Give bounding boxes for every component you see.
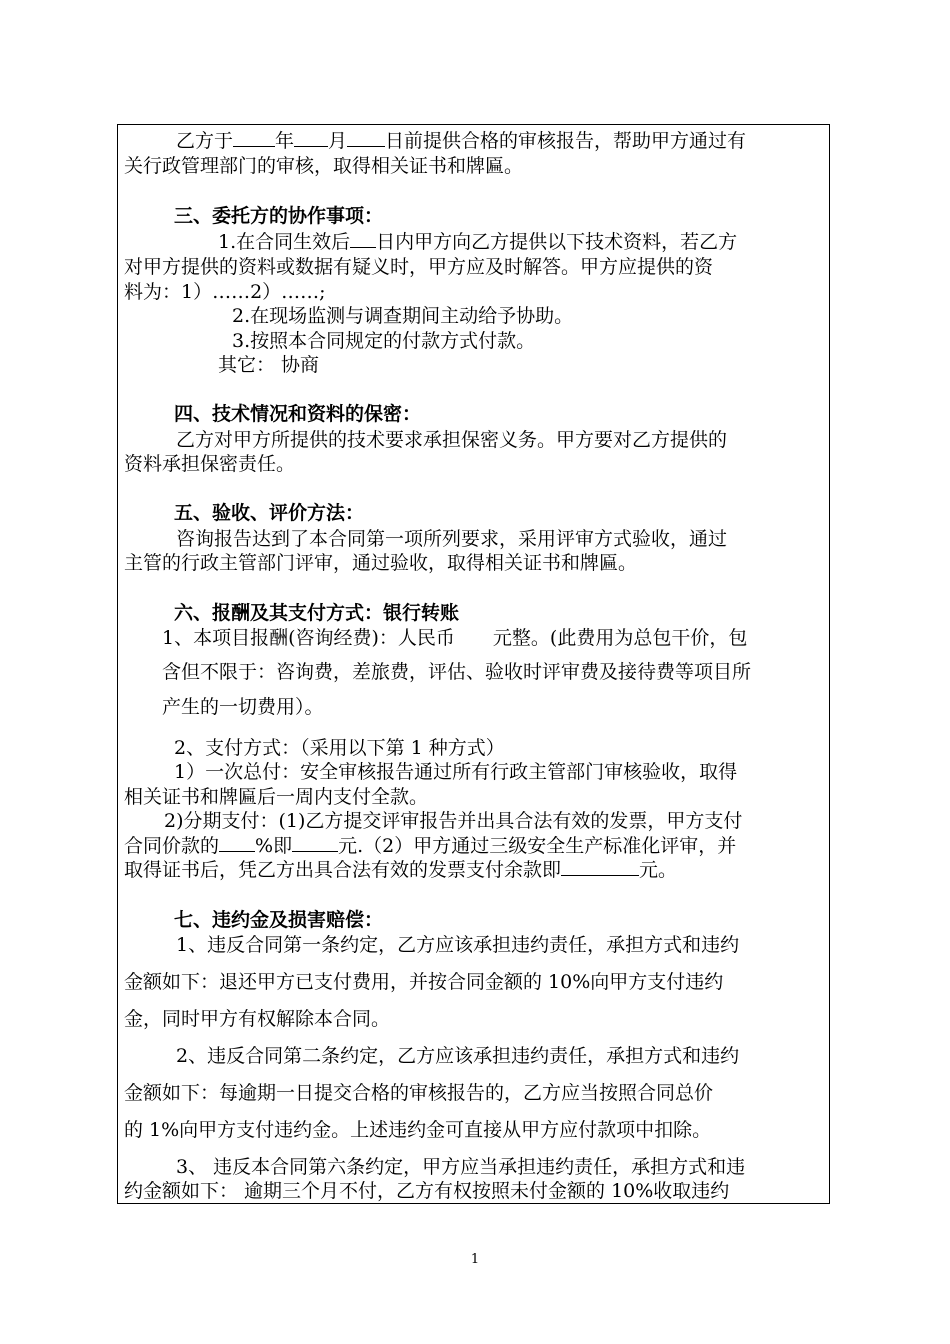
sec3-item1-line1	[218, 230, 737, 254]
sec6-method: 2、支付方式：（采用以下第 1 种方式）	[174, 737, 505, 759]
blank-day	[347, 129, 385, 147]
sec7-c3-line2: 约金额如下： 逾期三个月不付，乙方有权按照未付金额的 10%收取违约	[124, 1180, 730, 1202]
blank-amount-1	[292, 834, 338, 852]
sec6-opt2-line2	[124, 834, 736, 858]
sec7-c1-line3: 金，同时甲方有权解除本合同。	[124, 1008, 391, 1030]
text: 日内甲方向乙方提供以下技术资料，若乙方	[376, 231, 738, 253]
text: 2)分期支付：(1)乙方提交评审报告并出具合法有效的发票，甲方支付	[164, 810, 743, 832]
section-4-heading: 四、技术情况和资料的保密：	[174, 403, 422, 425]
sec6-fee-line3: 产生的一切费用）。	[162, 696, 324, 718]
text: 乙方于	[176, 130, 234, 152]
sec7-c3-line1: 3、 违反本合同第六条约定，甲方应当承担违约责任，承担方式和违	[176, 1156, 746, 1178]
text: 年	[275, 130, 295, 152]
text: 元.（2）甲方通过三级安全生产标准化评审，并	[338, 835, 737, 857]
text: 合同价款的	[124, 835, 220, 857]
sec7-c1-line1: 1、违反合同第一条约定，乙方应该承担违约责任，承担方式和违约	[176, 934, 740, 956]
text: 元整。(此费用为总包干价，包	[492, 627, 748, 649]
sec6-fee-line1	[162, 626, 747, 650]
sec3-item1-line2: 对甲方提供的资料或数据有疑义时，甲方应及时解答。甲方应提供的资	[124, 256, 714, 278]
section-7-heading: 七、违约金及损害赔偿：	[174, 909, 384, 931]
delivery-line-2: 关行政管理部门的审核，取得相关证书和牌匾。	[124, 155, 524, 177]
sec4-line1: 乙方对甲方所提供的技术要求承担保密义务。甲方要对乙方提供的	[176, 429, 728, 451]
page-number: 1	[470, 1252, 480, 1267]
text: 取得证书后，凭乙方出具合法有效的发票支付余款即	[124, 859, 562, 881]
sec6-opt1-line2: 相关证书和牌匾后一周内支付全款。	[124, 786, 429, 808]
blank-amount-2	[561, 858, 639, 876]
sec7-c2-line1: 2、违反合同第二条约定，乙方应该承担违约责任，承担方式和违约	[176, 1045, 740, 1067]
sec3-item3: 3.按照本合同规定的付款方式付款。	[232, 330, 536, 352]
text: 1、本项目报酬(咨询经费)：人民币	[162, 627, 455, 649]
blank-year	[233, 129, 275, 147]
sec3-item2: 2.在现场监测与调查期间主动给予协助。	[232, 305, 574, 327]
blank-percent	[219, 834, 255, 852]
sec5-line1: 咨询报告达到了本合同第一项所列要求，采用评审方式验收，通过	[176, 528, 728, 550]
sec6-fee-line2: 含但不限于：咨询费，差旅费，评估、验收时评审费及接待费等项目所	[162, 661, 752, 683]
sec6-opt2-line1	[124, 809, 822, 833]
sec7-c2-line3: 的 1%向甲方支付违约金。上述违约金可直接从甲方应付款项中扣除。	[124, 1119, 712, 1141]
blank-month	[294, 129, 328, 147]
sec4-line2: 资料承担保密责任。	[124, 453, 296, 475]
section-5-heading: 五、验收、评价方法：	[174, 502, 365, 524]
sec3-other: 其它： 协商	[218, 354, 320, 376]
sec7-c1-line2: 金额如下：退还甲方已支付费用，并按合同金额的 10%向甲方支付违约	[124, 971, 724, 993]
blank-days	[350, 230, 376, 248]
text: 1.在合同生效后	[218, 231, 351, 253]
delivery-line-1	[176, 129, 746, 153]
sec5-line2: 主管的行政主管部门评审，通过验收，取得相关证书和牌匾。	[124, 552, 638, 574]
sec6-opt1-line1: 1）一次总付：安全审核报告通过所有行政主管部门审核验收，取得	[174, 761, 738, 783]
text: 元。	[639, 859, 678, 881]
section-6-heading: 六、报酬及其支付方式：银行转账	[174, 602, 460, 624]
sec6-opt2-line3	[124, 858, 677, 882]
text: 月	[328, 130, 348, 152]
sec7-c2-line2: 金额如下：每逾期一日提交合格的审核报告的，乙方应当按照合同总价	[124, 1082, 714, 1104]
text: %即	[255, 835, 293, 857]
sec3-item1-line3: 料为：1）……2）……;	[124, 281, 326, 303]
text: 日前提供合格的审核报告，帮助甲方通过有	[385, 130, 747, 152]
section-3-heading: 三、委托方的协作事项：	[174, 205, 384, 227]
